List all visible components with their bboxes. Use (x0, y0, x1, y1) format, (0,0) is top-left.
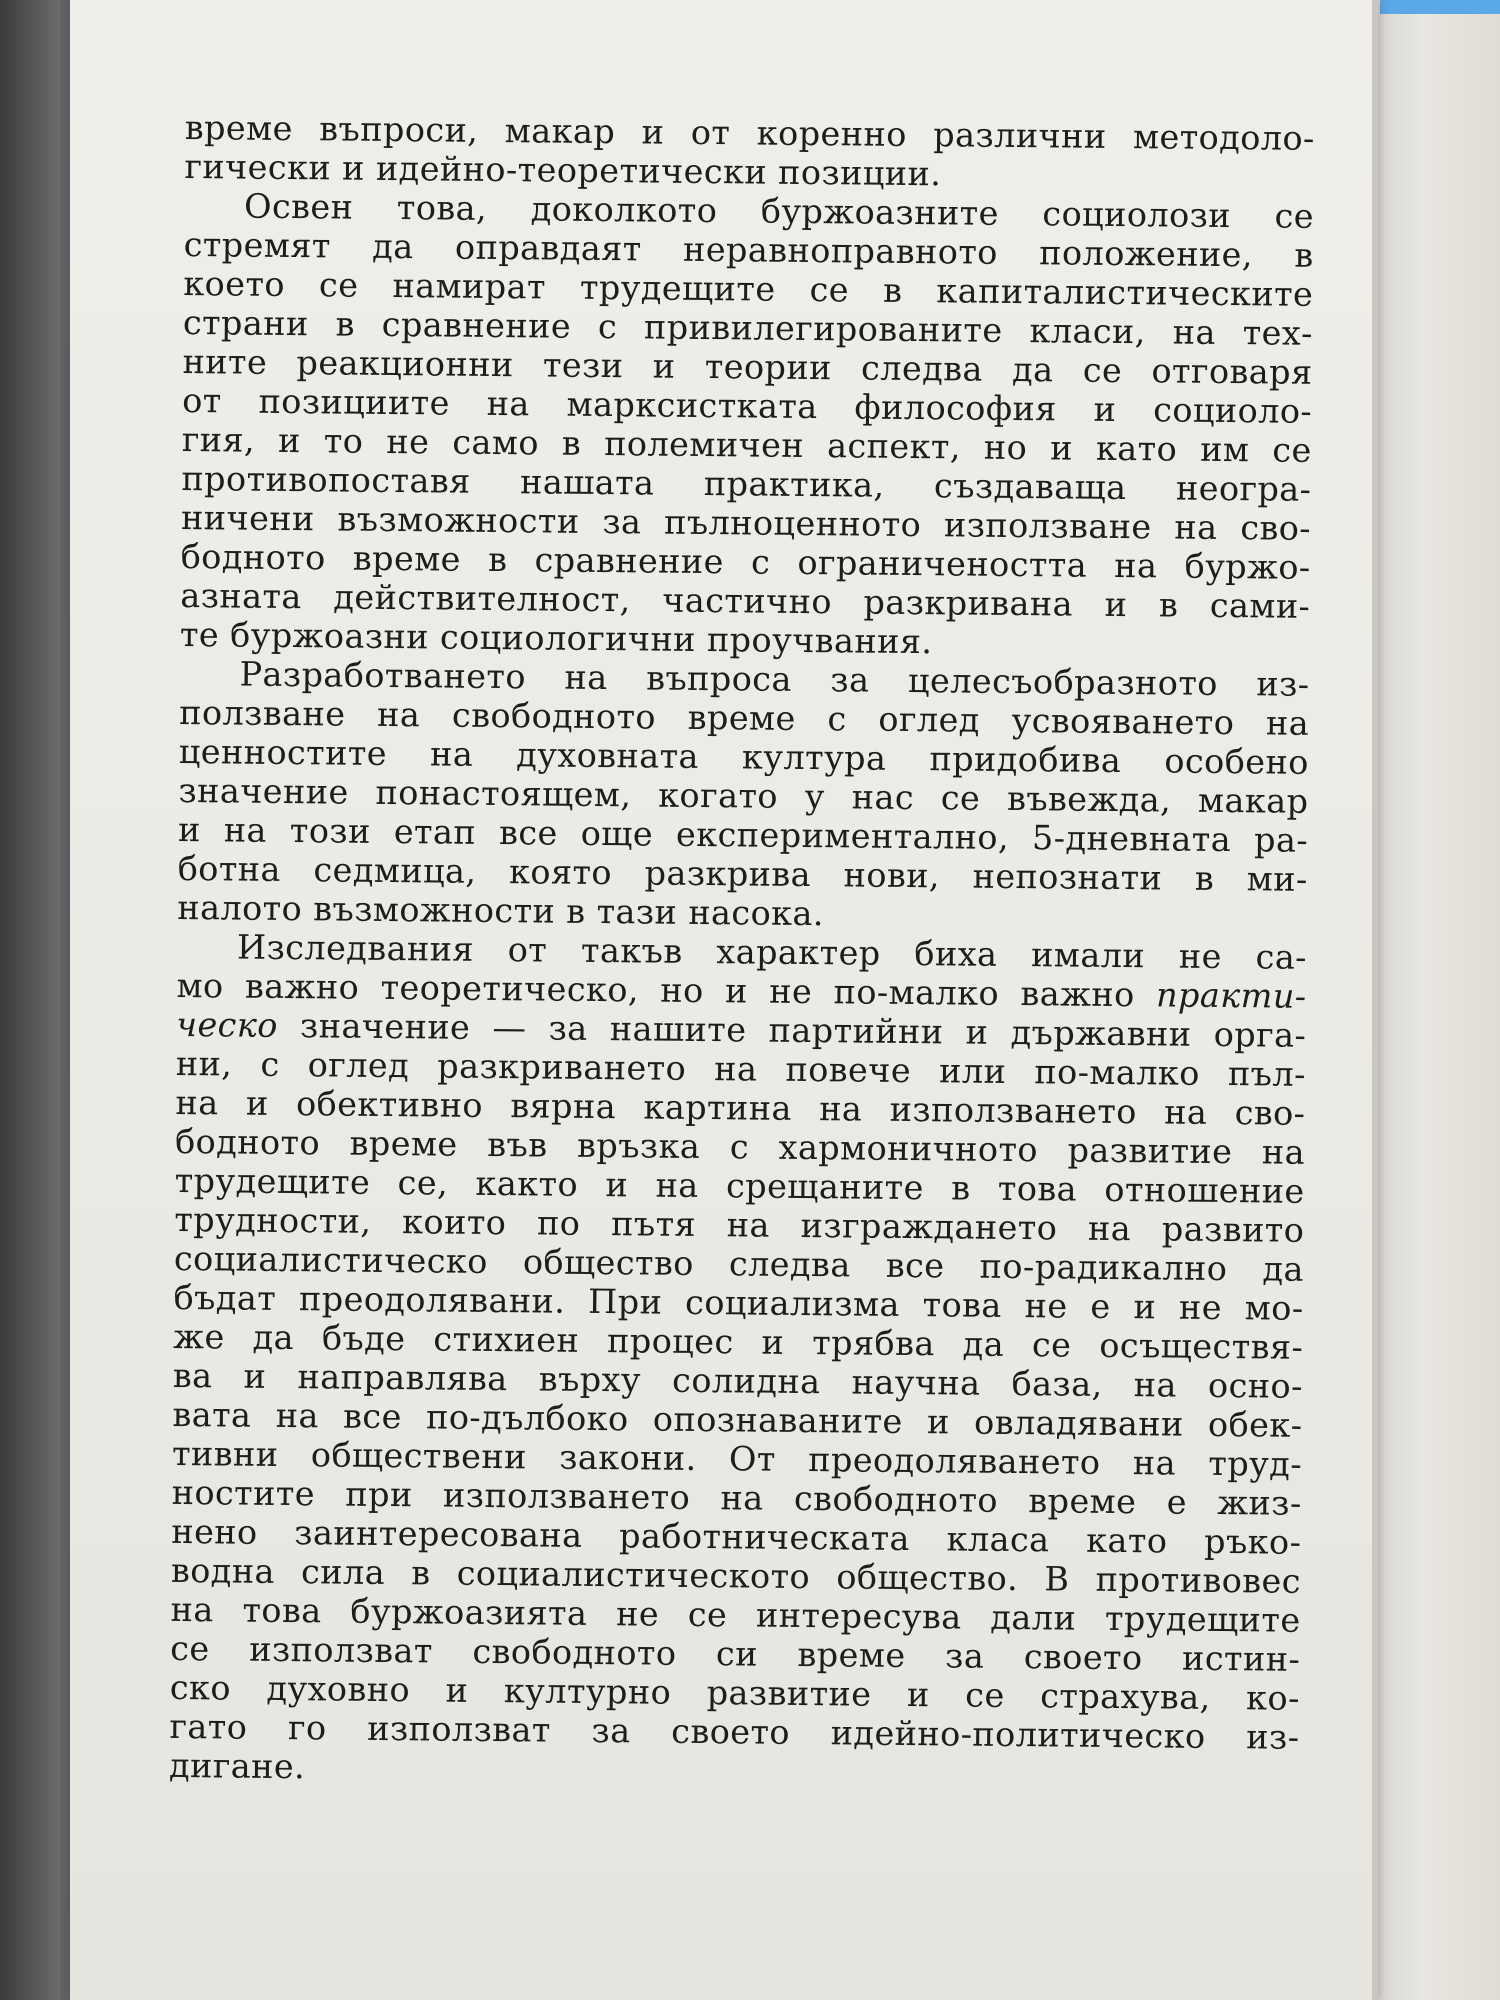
text-line: те буржоазни социологични проучвания. (179, 614, 933, 662)
text-line: вата на все по-дълбоко опознаваните и овладявани обек- (172, 1394, 1303, 1445)
text-line: ботна седмица, която разкрива нови, непознати в ми- (177, 848, 1308, 899)
text-line: от позициите на марксистката философия и социоло- (182, 380, 1313, 431)
text-line: страни в сравнение с привилегированите класи, на тех- (182, 302, 1314, 353)
text-line: на това буржоазията не се интересува дали трудещите (170, 1589, 1301, 1640)
text-line: и на този етап все още експериментално, 5-дневната ра- (177, 809, 1309, 860)
text-line: ско духовно и културно развитие и се страхува, ко- (169, 1667, 1300, 1718)
text-line: Освен това, доколкото буржоазните социолози се (243, 186, 1315, 236)
text-line: което се намират трудещите се в капиталистическите (183, 263, 1314, 314)
text-fragment: мо важно теоретическо, но и не по-малко важно (176, 965, 1135, 1015)
text-line: трудности, които по пътя на изграждането на развито (174, 1199, 1305, 1250)
text-line: Изследвания от такъв характер биха имали не са- (236, 927, 1308, 977)
text-line: нено заинтересована работническата класа като ръко- (171, 1511, 1302, 1562)
text-line: гия, и то не само в полемичен аспект, но и като им се (181, 419, 1312, 470)
text-line: тивни обществени закони. От преодоляването на труд- (171, 1433, 1303, 1484)
italic-word: ческо (176, 1004, 278, 1045)
text-fragment: значение — за нашите партийни и държавни орга- (299, 1006, 1307, 1055)
text-line: бъдат преодолявани. При социализма това не е и не мо- (173, 1277, 1304, 1328)
text-line: гически и идейно-теоретически позиции. (184, 146, 942, 194)
text-line: социалистическо общество следва все по-радикално да (173, 1238, 1305, 1289)
text-line: гато го използват за своето идейно-политическо из- (169, 1706, 1300, 1757)
text-line: на и обективно вярна картина на използването на сво- (175, 1082, 1306, 1133)
text-line: ползване на свободното време с оглед усвояването на (179, 692, 1310, 743)
paragraph-2 (180, 186, 1314, 665)
text-line: бодното време в сравнение с ограничеността на буржо- (180, 536, 1311, 587)
text-line: ва и направлява върху солидна научна база, на осно- (172, 1355, 1303, 1406)
text-line: ните реакционни тези и теории следва да се отговаря (182, 341, 1313, 392)
text-line: же да бъде стихиен процес и трябва да се осъществя- (173, 1316, 1304, 1367)
text-line: ни, с оглед разкриването на повече или по-малко пъл- (175, 1043, 1306, 1094)
text-line: се използват свободното си време за своето истин- (170, 1628, 1301, 1679)
text-line: значение понастоящем, когато у нас се въвежда, макар (178, 770, 1309, 821)
text-line: Разработването на въпроса за целесъобразното из- (239, 654, 1310, 704)
page-text (169, 108, 1315, 1796)
text-line: трудещите се, както и на срещаните в това отношение (174, 1160, 1305, 1211)
text-line: водна сила в социалистическото общество. В противовес (170, 1550, 1302, 1601)
paragraph-3 (177, 654, 1310, 938)
text-line: бодното време във връзка с хармоничното развитие на (174, 1121, 1306, 1172)
text-line: стремят да оправдаят неравноправното положение, в (183, 224, 1314, 275)
text-line: ностите при използването на свободното време е жиз- (171, 1472, 1302, 1523)
paragraph-4 (169, 927, 1307, 1796)
text-line: азната действителност, частично разкривана и в сами- (180, 575, 1311, 626)
text-line: време въпроси, макар и от коренно различни методоло- (184, 108, 1315, 158)
text-line: противопоставя нашата практика, създаваща неогра- (181, 458, 1312, 509)
background-right-sheet (1370, 0, 1500, 2000)
text-line: ничени възможности за пълноценното използване на сво- (180, 497, 1312, 548)
text-line: дигане. (168, 1745, 306, 1787)
paragraph-1 (184, 108, 1315, 197)
text-line: налото възможности в тази насока. (177, 887, 825, 934)
background-left (0, 0, 60, 2000)
italic-word: практи- (1155, 975, 1307, 1016)
background-blue-corner (1380, 0, 1500, 14)
text-line: ценностите на духовната култура придобива особено (178, 731, 1309, 782)
page-edge (1372, 0, 1378, 2000)
